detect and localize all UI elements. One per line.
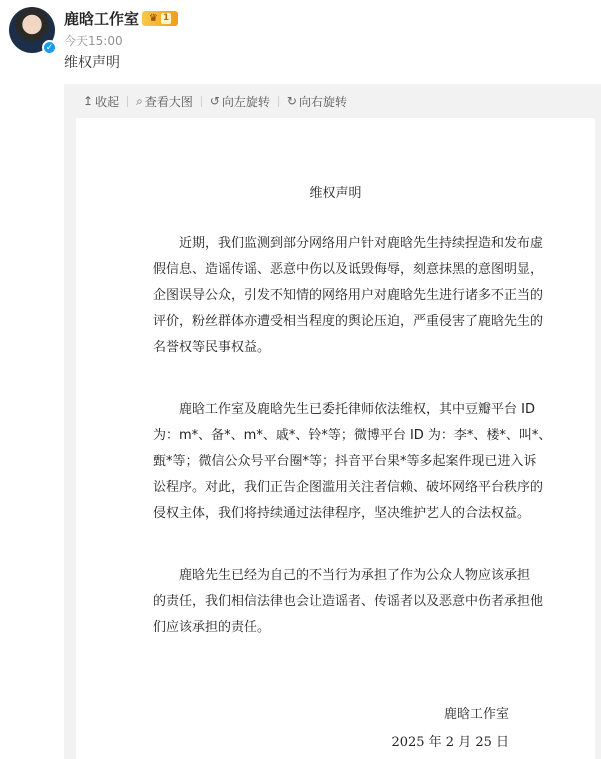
statement-paragraph-2	[153, 397, 552, 527]
toolbar-divider	[278, 96, 279, 107]
collapse-button[interactable]	[83, 93, 119, 110]
text-line: 鹿晗先生已经为自己的不当行为承担了作为公众人物应该承担	[179, 568, 531, 583]
text-line: 侵权主体，我们将持续通过法律程序，坚决维护艺人的合法权益。	[153, 506, 531, 521]
post-text: 维权声明	[64, 55, 120, 71]
post-time[interactable]: 今天15:00	[64, 34, 123, 48]
text-line: 为：m*、备*、m*、戚*、铃*等；微博平台 ID 为：李*、楼*、叫*、	[153, 428, 552, 443]
rotate-right-button[interactable]	[287, 93, 347, 110]
image-viewer	[64, 84, 601, 759]
text-line: 讼程序。对此，我们正告企图滥用关注者信赖、破坏网络平台秩序的	[153, 480, 544, 495]
statement-title: 维权声明	[309, 186, 362, 201]
rotate-left-label: 向左旋转	[221, 94, 270, 109]
statement-image[interactable]	[76, 118, 595, 759]
rotate-right-label: 向右旋转	[298, 94, 347, 109]
statement-signature: 鹿晗工作室	[443, 707, 509, 722]
search-icon: ⌕	[136, 93, 143, 108]
text-line: 的责任，我们相信法律也会让造谣者、传谣者以及恶意中伤者承担他	[153, 594, 544, 609]
rotate-left-icon: ↺	[209, 94, 220, 108]
crown-icon: ♛	[148, 13, 158, 24]
toolbar-divider	[127, 96, 128, 107]
text-line: 名誉权等民事权益。	[153, 340, 271, 355]
text-line: 甄*等；微信公众号平台圈*等；抖音平台果*等多起案件现已进入诉	[153, 454, 537, 469]
image-toolbar	[64, 84, 601, 118]
collapse-label: 收起	[95, 94, 120, 109]
vip-badge[interactable]	[142, 11, 178, 26]
vip-level: 1	[162, 13, 170, 23]
rotate-left-button[interactable]	[210, 93, 270, 110]
statement-paragraph-1	[153, 231, 544, 361]
verified-badge-icon: ✓	[42, 40, 57, 55]
statement-date: 2025 年 2 月 25 日	[391, 735, 509, 750]
text-line: 假信息、造谣传谣、恶意中伤以及诋毁侮辱，刻意抹黑的意图明显，	[153, 262, 544, 277]
text-line: 企图误导公众，引发不知情的网络用户对鹿晗先生进行诸多不正当的	[153, 288, 544, 303]
text-line: 近期，我们监测到部分网络用户针对鹿晗先生持续捏造和发布虚	[179, 236, 544, 251]
toolbar-divider	[201, 96, 202, 107]
collapse-icon: ↥	[83, 94, 94, 108]
statement-paragraph-3	[153, 563, 544, 641]
view-large-label: 查看大图	[144, 94, 193, 109]
rotate-right-icon: ↻	[286, 94, 297, 108]
text-line: 评价，粉丝群体亦遭受相当程度的舆论压迫，严重侵害了鹿晗先生的	[153, 314, 544, 329]
text-line: 们应该承担的责任。	[153, 620, 271, 635]
author-avatar[interactable]	[9, 7, 55, 53]
view-large-button[interactable]	[136, 93, 193, 110]
text-line: 鹿晗工作室及鹿晗先生已委托律师依法维权，其中豆瓣平台 ID	[179, 402, 535, 417]
author-name[interactable]: 鹿晗工作室	[64, 10, 140, 28]
